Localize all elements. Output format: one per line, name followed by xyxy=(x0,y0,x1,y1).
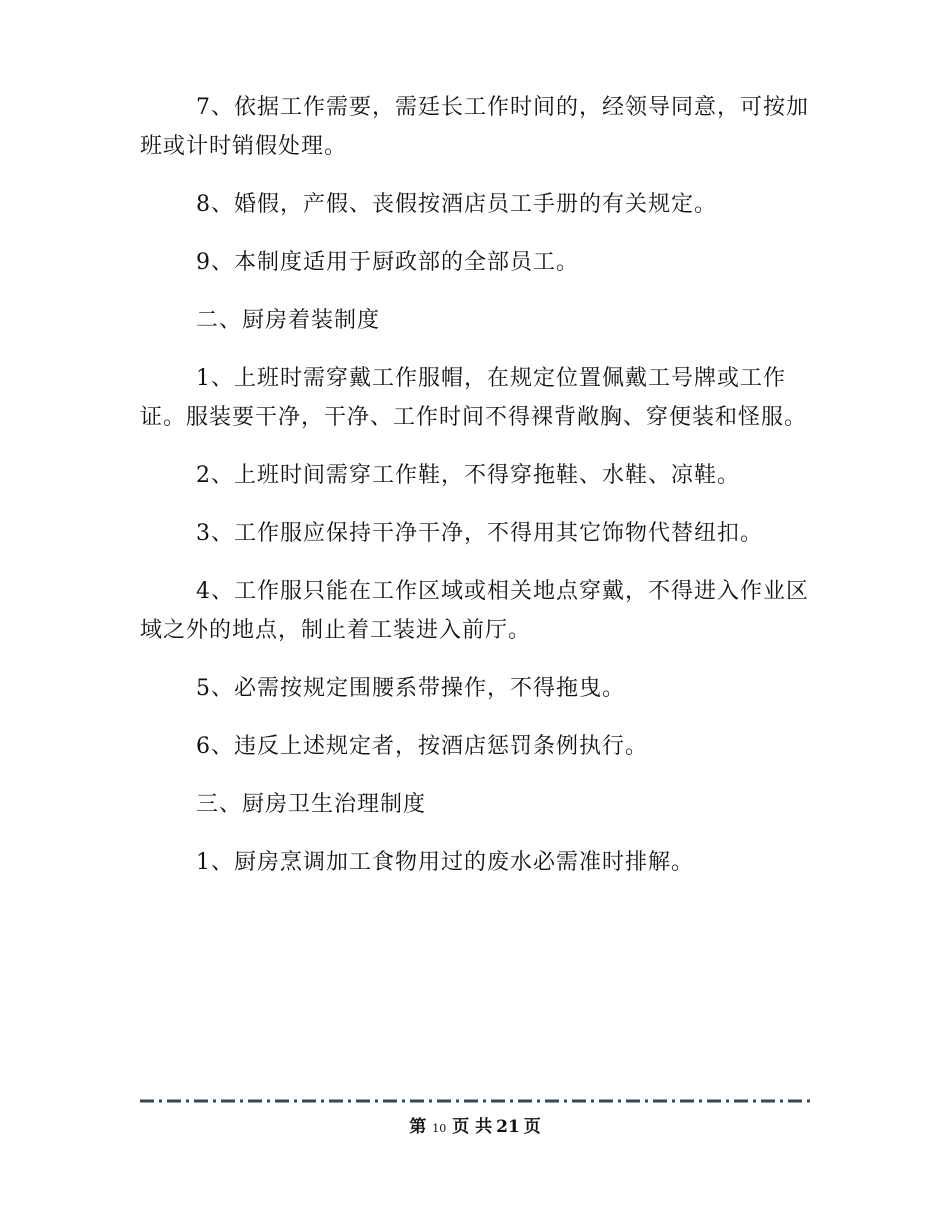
paragraph-dress-2: 2、上班时间需穿工作鞋，不得穿拖鞋、水鞋、凉鞋。 xyxy=(196,463,740,488)
paragraph-dress-5: 5、必需按规定围腰系带操作，不得拖曳。 xyxy=(196,676,625,701)
paragraph-dress-4: 4、工作服只能在工作区域或相关地点穿戴，不得进入作业区域之外的地点，制止着工装进入前厅。 xyxy=(140,579,809,643)
footer-current-page: 10 xyxy=(432,1122,447,1135)
paragraph-dress-6: 6、违反上述规定者，按酒店惩罚条例执行。 xyxy=(196,734,648,759)
footer-prefix: 第 xyxy=(409,1117,427,1137)
footer-divider xyxy=(140,1099,812,1103)
paragraph-dress-3: 3、工作服应保持干净干净，不得用其它饰物代替纽扣。 xyxy=(196,521,763,546)
document-body xyxy=(140,88,812,901)
page-footer xyxy=(0,1112,950,1137)
footer-total-pages: 21 xyxy=(496,1117,520,1137)
paragraph-7-overtime: 7、依据工作需要，需廷长工作时间的，经领导同意，可按加班或计时销假处理。 xyxy=(140,95,809,159)
section-heading-hygiene: 三、厨房卫生治理制度 xyxy=(196,792,427,817)
footer-suffix: 页 xyxy=(523,1117,541,1137)
footer-middle: 页 共 xyxy=(452,1117,493,1137)
paragraph-hygiene-1: 1、厨房烹调加工食物用过的废水必需准时排解。 xyxy=(196,850,694,875)
paragraph-9-scope: 9、本制度适用于厨政部的全部员工。 xyxy=(196,250,579,275)
paragraph-dress-1: 1、上班时需穿戴工作服帽，在规定位置佩戴工号牌或工作证。服装要干净，干净、工作时间不得裸背敞胸、穿便装和怪服。 xyxy=(140,366,808,430)
section-heading-dress-code: 二、厨房着装制度 xyxy=(196,308,381,333)
paragraph-8-leave: 8、婚假，产假、丧假按酒店员工手册的有关规定。 xyxy=(196,192,717,217)
